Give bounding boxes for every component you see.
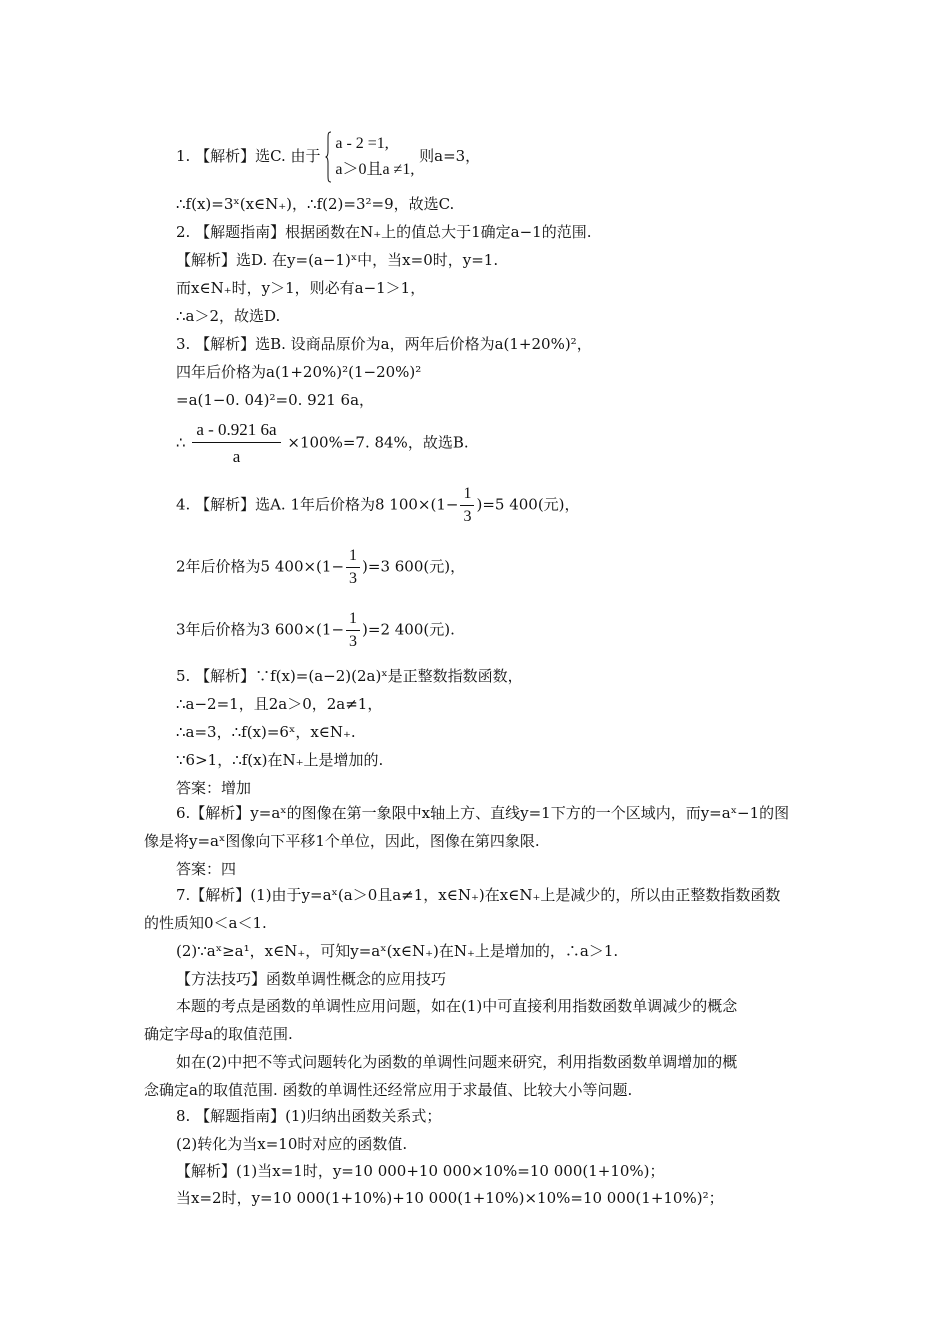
fraction-denominator: 3 [349,633,358,650]
fraction-one-third [346,609,360,652]
line-26: 本题的考点是函数的单调性应用问题，如在(1)中可直接利用指数函数单调减少的概念 [176,997,738,1015]
line-3: 2. 【解题指南】根据函数在N₊上的值总大于1确定a−1的范围. [176,223,592,241]
q4-year3-result: )=2 400(元). [362,620,455,639]
fraction-denominator: 3 [349,570,358,587]
q3-result: ×100%=7. 84%，故选B. [287,433,469,452]
q4-year1-lead: 4. 【解析】选A. 1年后价格为8 100×(1− [176,495,459,514]
line-19: 6.【解析】y=aˣ的图像在第一象限中x轴上方、直线y=1下方的一个区域内，而y=aˣ−1的图 [176,804,790,822]
line-29: 念确定a的取值范围. 函数的单调性还经常应用于求最值、比较大小等问题. [144,1081,633,1099]
q1-lead: 1. 【解析】选C. 由于 [176,147,321,165]
line-30: 8. 【解题指南】(1)归纳出函数关系式； [176,1107,442,1125]
line-9: =a(1−0. 04)²=0. 921 6a， [176,391,375,409]
line-2: ∴f(x)=3ˣ(x∈N₊)，∴f(2)=3²=9，故选C. [176,195,455,213]
equation-row-2: a＞0且a ≠1, [335,161,415,178]
line-12 [176,546,465,589]
fraction-one-third [346,546,360,589]
left-brace-icon [325,131,332,183]
line-15: ∴a−2=1，且2a＞0，2a≠1， [176,695,383,713]
q4-year2-result: )=3 600(元)， [362,557,466,576]
q4-year2-lead: 2年后价格为5 400×(1− [176,557,345,576]
line-18: 答案：增加 [176,779,252,797]
fraction-denominator: a [232,447,241,466]
fraction-numerator: a - 0.921 6a [192,420,280,443]
line-21: 答案：四 [176,860,237,878]
line-11 [176,484,580,527]
q1-result: 则a=3， [419,147,481,165]
fraction-denominator: 3 [463,508,472,525]
fraction-numerator: 1 [346,609,360,631]
line-31: (2)转化为当x=10时对应的函数值. [176,1135,408,1153]
line-1 [176,131,480,183]
fraction-one-third [460,484,474,527]
line-5: 而x∈N₊时，y＞1，则必有a−1＞1， [176,279,426,297]
equation-system [325,131,414,183]
equation-row-1: a - 2 =1, [335,135,389,152]
line-27: 确定字母a的取值范围. [144,1025,293,1043]
line-33: 当x=2时，y=10 000(1+10%)+10 000(1+10%)×10%=10 000(1+10%)²； [176,1189,724,1207]
line-22: 7.【解析】(1)由于y=aˣ(a＞0且a≠1，x∈N₊)在x∈N₊上是减少的，所以由正整数指数函数 [176,886,781,904]
line-16: ∴a=3，∴f(x)=6ˣ，x∈N₊. [176,723,356,741]
line-8: 四年后价格为a(1+20%)²(1−20%)² [176,363,422,381]
therefore-symbol: ∴ [176,433,186,452]
line-17: ∵6>1，∴f(x)在N₊上是增加的. [176,751,384,769]
line-20: 像是将y=aˣ图像向下平移1个单位，因此，图像在第四象限. [144,832,540,850]
fraction-discount [192,420,280,467]
line-6: ∴a＞2，故选D. [176,307,281,325]
line-23: 的性质知0＜a＜1. [144,914,267,932]
fraction-numerator: 1 [460,484,474,506]
q4-year3-lead: 3年后价格为3 600×(1− [176,620,345,639]
line-10 [176,420,469,467]
q4-year1-result: )=5 400(元)， [476,495,580,514]
line-13 [176,609,455,652]
line-14: 5. 【解析】∵f(x)=(a−2)(2a)ˣ是正整数指数函数， [176,667,523,685]
line-7: 3. 【解析】选B. 设商品原价为a，两年后价格为a(1+20%)²， [176,335,592,353]
line-32: 【解析】(1)当x=1时，y=10 000+10 000×10%=10 000(1+10%)； [176,1162,665,1180]
line-4: 【解析】选D. 在y=(a−1)ˣ中，当x=0时，y=1. [176,251,499,269]
fraction-numerator: 1 [346,546,360,568]
line-28: 如在(2)中把不等式问题转化为函数的单调性问题来研究，利用指数函数单调增加的概 [176,1053,738,1071]
line-24: (2)∵aˣ≥a¹，x∈N₊，可知y=aˣ(x∈N₊)在N₊上是增加的，∴a＞1. [176,942,619,960]
line-25: 【方法技巧】函数单调性概念的应用技巧 [176,970,447,988]
